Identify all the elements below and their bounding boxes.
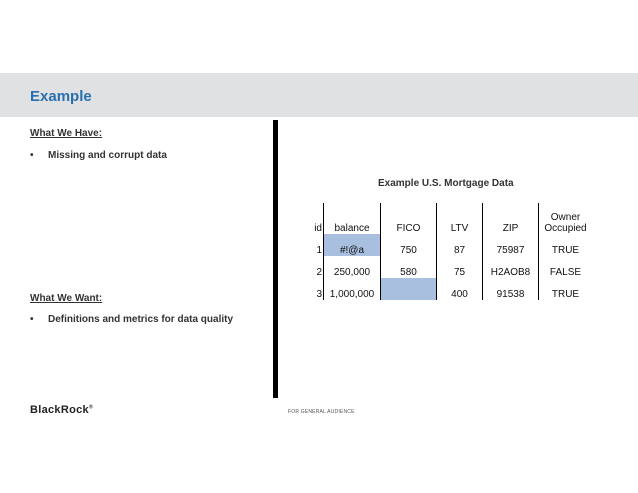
logo-text: BlackRock: [30, 404, 89, 416]
what-we-have-heading: What We Have:: [30, 128, 103, 139]
cell-zip: H2AOB8: [483, 256, 539, 278]
header-balance: balance: [324, 203, 381, 234]
vertical-divider: [273, 120, 278, 398]
cell-balance-corrupt: #!@a: [324, 234, 381, 256]
blackrock-logo: [30, 404, 93, 416]
cell-owner-occupied: TRUE: [539, 234, 593, 256]
mortgage-data-table: [309, 203, 592, 300]
cell-id: 2: [316, 267, 322, 278]
header-owner-occupied: Owner Occupied: [539, 203, 593, 234]
cell-owner-occupied: TRUE: [539, 278, 593, 300]
table-row: [309, 256, 592, 278]
cell-id: 3: [316, 289, 322, 300]
cell-id: 1: [316, 245, 322, 256]
cell-ltv: 400: [437, 278, 483, 300]
header-ltv: LTV: [437, 203, 483, 234]
bullet-icon: •: [30, 314, 34, 325]
trademark-mark: ®: [88, 404, 93, 411]
want-bullet-item: [30, 314, 233, 325]
table-caption: Example U.S. Mortgage Data: [378, 178, 514, 189]
have-bullet-text: Missing and corrupt data: [48, 150, 167, 161]
table-header-row: [309, 203, 592, 234]
cell-ltv: 75: [437, 256, 483, 278]
table-row: [309, 234, 592, 256]
audience-label: FOR GENERAL AUDIENCE: [288, 409, 355, 415]
title-bar: [0, 73, 638, 117]
cell-zip: 91538: [483, 278, 539, 300]
header-fico: FICO: [381, 203, 437, 234]
cell-balance: 250,000: [324, 256, 381, 278]
cell-fico: 580: [381, 256, 437, 278]
cell-ltv: 87: [437, 234, 483, 256]
cell-fico: 750: [381, 234, 437, 256]
table-row: [309, 278, 592, 300]
want-bullet-text: Definitions and metrics for data quality: [48, 314, 234, 325]
bullet-icon: •: [30, 150, 34, 161]
have-bullet-item: [30, 150, 167, 161]
cell-zip: 75987: [483, 234, 539, 256]
header-id: id: [314, 223, 322, 234]
cell-fico-missing: [381, 278, 437, 300]
cell-owner-occupied: FALSE: [539, 256, 593, 278]
cell-balance: 1,000,000: [324, 278, 381, 300]
slide-title: Example: [30, 88, 92, 105]
what-we-want-heading: What We Want:: [30, 293, 103, 304]
header-zip: ZIP: [483, 203, 539, 234]
